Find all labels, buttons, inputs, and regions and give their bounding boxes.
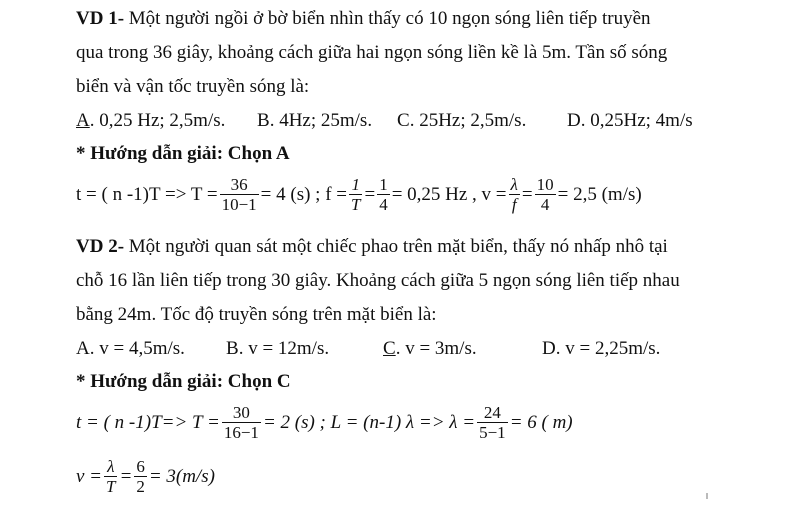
ex1-line2: qua trong 36 giây, khoảng cách giữa hai ngọn sóng liền kề là 5m. Tần số sóng	[76, 42, 668, 63]
ex2-formula2-part3: = 3(m/s)	[148, 465, 215, 487]
ex1-fraction-f: $\frac{1}{T}$	[351, 175, 361, 214]
ex1-formula-part4: = 0,25 Hz , v =	[391, 183, 507, 205]
ex2-option-c-text: . v = 3m/s.	[395, 338, 477, 359]
ex2-answer: * Hướng dẫn giải: Chọn C	[76, 371, 291, 392]
ex1-formula	[76, 175, 642, 214]
ex2-option-a-text: . v = 4,5m/s.	[89, 338, 185, 359]
ex2-formula1	[76, 403, 573, 442]
ex1-formula-part3: =	[364, 183, 376, 205]
ex2-formula1-part1: t = ( n -1)T=> T =	[76, 411, 220, 433]
ex2-option-b	[226, 338, 329, 360]
ex2-formula2	[76, 457, 215, 496]
ex1-answer: * Hướng dẫn giải: Chọn A	[76, 143, 290, 164]
ex2-option-a	[76, 338, 185, 360]
ex2-option-d	[542, 338, 660, 360]
ex1-fraction-t: $\frac{36}{10-1}$	[221, 175, 257, 214]
ex1-option-d	[567, 110, 693, 132]
ex1-option-a-text: . 0,25 Hz; 2,5m/s.	[89, 110, 226, 131]
ex1-option-c-text: . 25Hz; 2,5m/s.	[409, 110, 527, 131]
ex2-line2: chỗ 16 lần liên tiếp trong 30 giây. Khoảng cách giữa 5 ngọn sóng liên tiếp nhau	[76, 270, 680, 291]
ex2-option-b-text: . v = 12m/s.	[238, 338, 330, 359]
ex1-label: VD 1-	[76, 8, 125, 29]
ex2-option-d-key: D	[542, 338, 556, 359]
ex1-line1	[76, 8, 651, 30]
ex2-formula2-part2: =	[119, 465, 133, 487]
ex1-option-d-key: D	[567, 110, 581, 131]
ex1-option-a	[76, 110, 225, 132]
ex2-line3: bằng 24m. Tốc độ truyền sóng trên mặt biển là:	[76, 304, 437, 325]
ex1-option-b	[257, 110, 372, 132]
ex1-formula-part1: t = ( n -1)T => T =	[76, 183, 218, 205]
ex1-option-b-text: . 4Hz; 25m/s.	[269, 110, 373, 131]
ex1-option-b-key: B	[257, 110, 270, 131]
ex1-option-c	[397, 110, 526, 132]
ex2-fraction-t: $\frac{30}{16-1}$	[223, 403, 259, 442]
ex2-formula2-part1: v =	[76, 465, 103, 487]
ex1-fraction-v: $\frac{\lambda}{f}$	[510, 175, 518, 214]
ex1-option-d-text: . 0,25Hz; 4m/s	[580, 110, 693, 131]
ex1-fraction-ten-quarters: $\frac{10}{4}$	[536, 175, 554, 214]
ex2-fraction-v: $\frac{\lambda}{T}$	[106, 457, 116, 496]
ex2-label: VD 2-	[76, 236, 125, 257]
ex2-line1	[76, 236, 668, 258]
ex2-fraction-lambda: $\frac{24}{5-1}$	[479, 403, 506, 442]
ex1-option-a-key: A	[76, 110, 90, 131]
ex1-formula-part2: = 4 (s) ; f =	[260, 183, 347, 205]
ex1-line3: biển và vận tốc truyền sóng là:	[76, 76, 310, 97]
ex2-option-c-key: C	[383, 338, 396, 359]
ex2-formula1-part2: = 2 (s) ; L = (n-1) λ => λ =	[262, 411, 476, 433]
ex2-option-a-key: A	[76, 338, 90, 359]
page-edge-mark	[706, 493, 708, 499]
ex2-text-line1: Một người quan sát một chiếc phao trên mặt biển, thấy nó nhấp nhô tại	[128, 236, 668, 257]
ex2-fraction-six-halves: $\frac{6}{2}$	[136, 457, 145, 496]
ex1-formula-part5: =	[521, 183, 533, 205]
ex1-fraction-quarter: $\frac{1}{4}$	[379, 175, 388, 214]
ex1-formula-part6: = 2,5 (m/s)	[557, 183, 642, 205]
ex1-option-c-key: C	[397, 110, 410, 131]
ex2-formula1-part3: = 6 ( m)	[509, 411, 573, 433]
ex2-option-b-key: B	[226, 338, 239, 359]
ex2-option-c	[383, 338, 477, 360]
ex2-option-d-text: . v = 2,25m/s.	[555, 338, 661, 359]
ex1-text-line1: Một người ngồi ở bờ biển nhìn thấy có 10 ngọn sóng liên tiếp truyền	[128, 8, 651, 29]
